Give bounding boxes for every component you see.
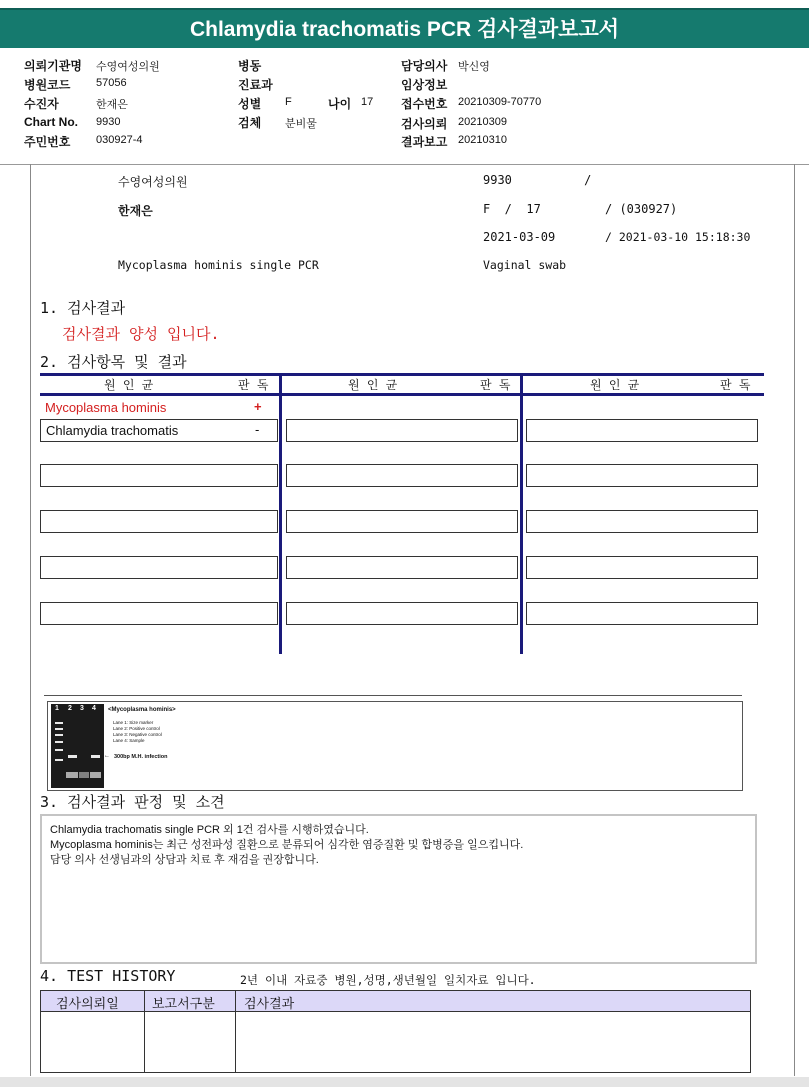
table-row-result: - — [255, 422, 260, 437]
chart-label: Chart No. — [24, 115, 78, 129]
history-header-report-type: 보고서구분 — [152, 996, 215, 1011]
table-row — [40, 602, 278, 625]
table-row-result: + — [254, 399, 262, 414]
section3-title: 3. 검사결과 판정 및 소견 — [40, 793, 225, 811]
institution-value: 수영여성의원 — [96, 61, 160, 73]
ward-label: 병동 — [238, 59, 262, 73]
table-row — [526, 602, 758, 625]
gel-lane-label: 4 — [92, 705, 96, 712]
clinical-label: 임상정보 — [401, 78, 448, 92]
history-note: 2년 이내 자료중 병원,성명,생년월일 일치자료 입니다. — [240, 973, 536, 987]
table-row — [286, 419, 518, 442]
table-row — [526, 464, 758, 487]
gel-arrow-label: 300bp M.H. infection — [114, 754, 168, 760]
table-row — [526, 510, 758, 533]
resident-value: 030927-4 — [96, 134, 143, 146]
section4-title: 4. TEST HISTORY — [40, 967, 176, 985]
history-divider-2 — [235, 990, 236, 1072]
patient-info-block — [0, 52, 809, 165]
department-label: 진료과 — [238, 78, 273, 92]
gel-lane-label: 2 — [68, 705, 72, 712]
col2-result-header: 판 독 — [480, 378, 511, 392]
report-value: 20210310 — [458, 134, 507, 146]
age-label: 나이 — [328, 97, 352, 111]
col1-pathogen-header: 원 인 균 — [104, 378, 154, 392]
col2-pathogen-header: 원 인 균 — [348, 378, 398, 392]
summary-sex-age: F / 17 — [483, 202, 541, 216]
history-header-row — [40, 990, 751, 1012]
summary-chart: 9930 / — [483, 173, 592, 187]
report-label: 결과보고 — [401, 135, 448, 149]
patient-label: 수진자 — [24, 97, 59, 111]
doctor-label: 담당의사 — [401, 59, 448, 73]
table-row — [286, 602, 518, 625]
history-divider-1 — [144, 990, 145, 1072]
summary-request-date: 2021-03-09 — [483, 230, 556, 244]
doctor-value: 박신영 — [458, 61, 490, 73]
gel-legend-item: Lane 1: Size marker — [113, 720, 154, 725]
hospital-code-label: 병원코드 — [24, 78, 71, 92]
col3-pathogen-header: 원 인 균 — [590, 378, 640, 392]
summary-specimen: Vaginal swab — [483, 258, 567, 272]
resident-label: 주민번호 — [24, 135, 71, 149]
gel-electrophoresis-image — [51, 704, 104, 788]
summary-test-name: Mycoplasma hominis single PCR — [118, 258, 319, 272]
opinion-line: Chlamydia trachomatis single PCR 외 1건 검사를 시행하였습니다. — [50, 824, 369, 836]
gel-lane-label: 3 — [80, 705, 84, 712]
summary-patient: 한재은 — [118, 204, 153, 218]
table-row — [40, 510, 278, 533]
table-row — [286, 510, 518, 533]
sex-value: F — [285, 96, 292, 108]
specimen-label: 검체 — [238, 116, 262, 130]
history-body — [40, 1011, 751, 1073]
column-divider-2 — [520, 373, 523, 654]
opinion-line: 담당 의사 선생님과의 상담과 치료 후 재검을 권장합니다. — [50, 854, 319, 866]
gel-legend-item: Lane 4: Sample — [113, 738, 145, 743]
bottom-margin — [0, 1077, 809, 1087]
chart-value: 9930 — [96, 116, 121, 128]
gel-image-frame — [47, 701, 743, 791]
col1-result-header: 판 독 — [238, 378, 269, 392]
opinion-line: Mycoplasma hominis는 최근 성전파성 질환으로 분류되어 심각한 염증질환 및 합병증을 일으킵니다. — [50, 839, 524, 851]
section2-title: 2. 검사항목 및 결과 — [40, 353, 187, 371]
summary-institution: 수영여성의원 — [118, 175, 188, 189]
col3-result-header: 판 독 — [720, 378, 751, 392]
history-header-request-date: 검사의뢰일 — [56, 996, 119, 1011]
table-row — [286, 556, 518, 579]
table-header-rule — [40, 393, 764, 396]
gel-arrow-icon: ← — [104, 753, 110, 759]
table-row — [526, 556, 758, 579]
section1-title: 1. 검사결과 — [40, 299, 126, 317]
request-value: 20210309 — [458, 116, 507, 128]
table-row — [286, 464, 518, 487]
receipt-value: 20210309-70770 — [458, 96, 542, 108]
table-row-pathogen: Chlamydia trachomatis — [46, 423, 179, 438]
request-label: 검사의뢰 — [401, 117, 448, 131]
table-row — [40, 556, 278, 579]
institution-label: 의뢰기관명 — [24, 59, 82, 73]
table-row-pathogen: Mycoplasma hominis — [45, 400, 167, 415]
sex-label: 성별 — [238, 97, 262, 111]
age-value: 17 — [361, 96, 374, 108]
specimen-value: 분비물 — [285, 118, 317, 130]
hospital-code-value: 57056 — [96, 77, 127, 89]
gel-title: <Mycoplasma hominis> — [108, 707, 176, 713]
report-title: Chlamydia trachomatis PCR 검사결과보고서 — [0, 8, 809, 48]
positive-result-text: 검사결과 양성 입니다. — [62, 325, 220, 343]
gel-top-rule — [44, 695, 742, 696]
gel-legend-item: Lane 3: Negative control — [113, 732, 162, 737]
history-header-result: 검사결과 — [244, 996, 295, 1011]
column-divider-1 — [279, 373, 282, 654]
summary-resident: / (030927) — [605, 202, 678, 216]
table-row — [526, 419, 758, 442]
gel-lane-label: 1 — [55, 705, 59, 712]
summary-report-datetime: / 2021-03-10 15:18:30 — [605, 230, 751, 244]
table-row — [40, 464, 278, 487]
gel-legend-item: Lane 2: Positive control — [113, 726, 160, 731]
receipt-label: 접수번호 — [401, 97, 448, 111]
patient-value: 한재은 — [96, 99, 128, 111]
